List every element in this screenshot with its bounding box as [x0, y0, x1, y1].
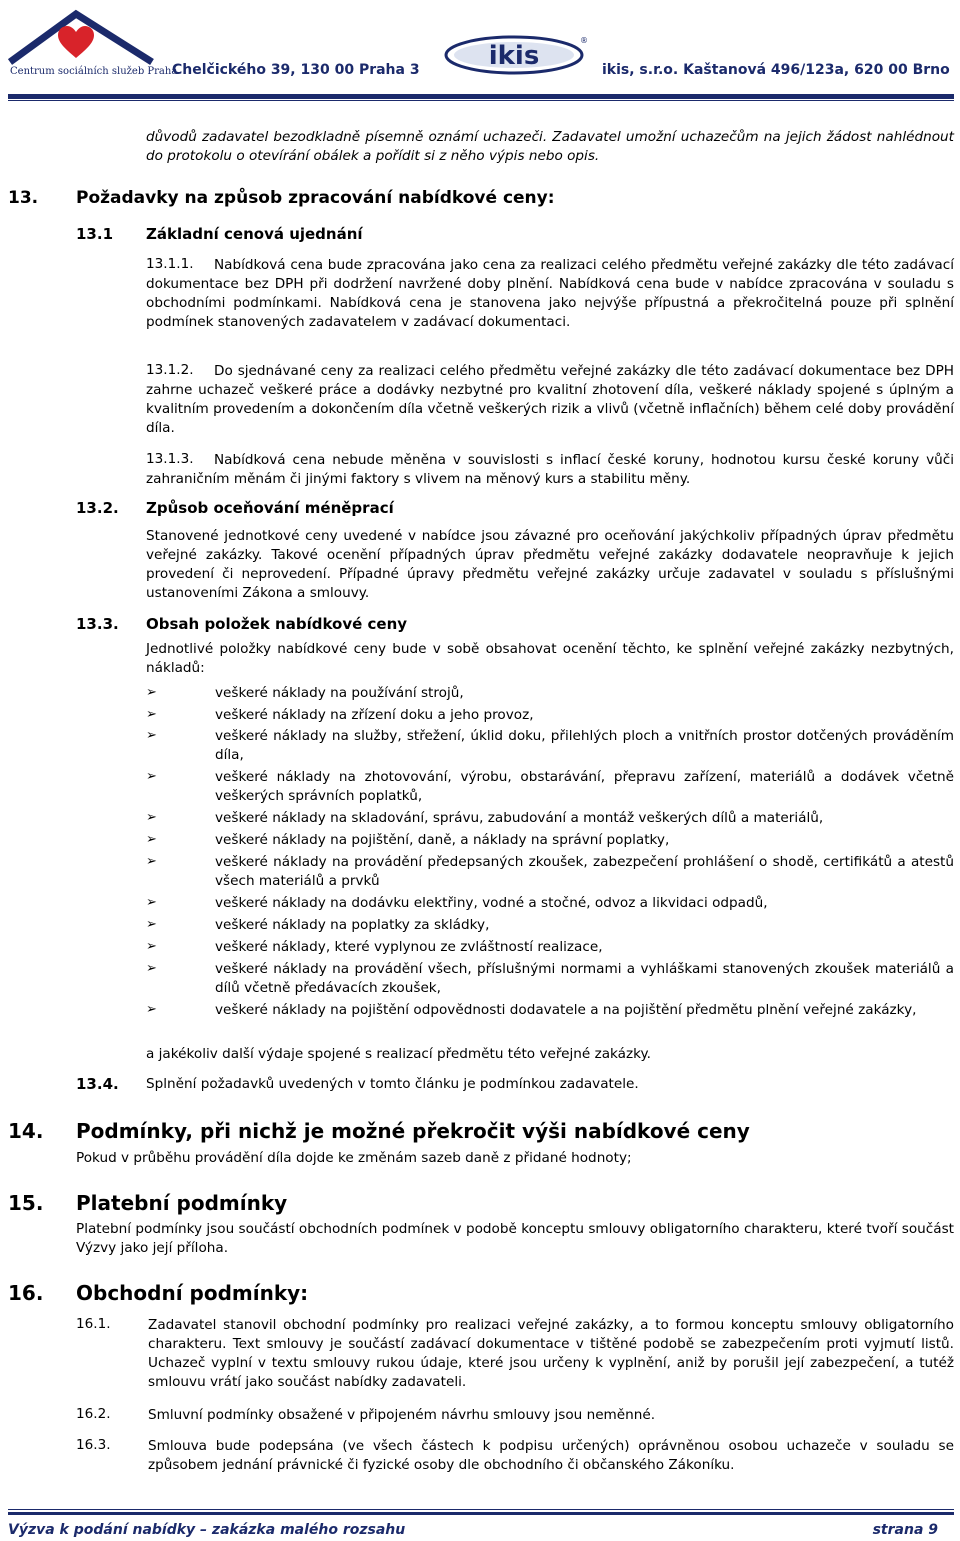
- section-13-4-number: 13.4.: [76, 1075, 119, 1093]
- section-13-title: Požadavky na způsob zpracování nabídkové ceny:: [76, 188, 555, 208]
- section-13-number: 13.: [8, 188, 39, 208]
- section-13-2-number: 13.2.: [76, 499, 119, 517]
- address-right: ikis, s.r.o. Kaštanová 496/123a, 620 00 Brno: [602, 62, 950, 78]
- arrow-bullet-icon: ➢: [146, 810, 157, 825]
- section-13-2-title: Způsob oceňování méněprací: [146, 499, 394, 517]
- header-divider-thin: [8, 100, 954, 101]
- arrow-bullet-icon: ➢: [146, 1002, 157, 1017]
- list-item: veškeré náklady na zřízení doku a jeho provoz,: [215, 707, 534, 723]
- address-left: Chelčického 39, 130 00 Praha 3: [172, 62, 420, 78]
- section-13-3-intro: Jednotlivé položky nabídkové ceny bude v sobě obsahovat ocenění těchto, ke splnění veřejné zakázky nezbytných, nákladů:: [146, 641, 954, 676]
- ikis-logo-text: ikis: [488, 41, 540, 71]
- para-13-1-1-body: Nabídková cena bude zpracována jako cena za realizaci celého předmětu veřejné zakázky dle této zadávací dokumentace bez DPH při dodržení navržené doby plnění. Nabídková cena bude v nabídce zpracována v souladu s obchodními podmínkami. Nabídková cena je stanovena jako nejvýše přípustná a překročitelná pouze při splnění podmínek stanovených zadavatelem v zadávací dokumentaci.: [146, 257, 954, 330]
- section-14-title: Podmínky, při nichž je možné překročit výši nabídkové ceny: [76, 1119, 750, 1143]
- section-15-number: 15.: [8, 1191, 44, 1215]
- list-item: veškeré náklady na skladování, správu, zabudování a montáž veškerých dílů a materiálů,: [215, 810, 824, 826]
- section-16-number: 16.: [8, 1281, 44, 1305]
- section-14-number: 14.: [8, 1119, 44, 1143]
- list-item: veškeré náklady na pojištění, daně, a náklady na správní poplatky,: [215, 832, 670, 848]
- para-13-1-3-text: Nabídková cena nebude měněna v souvislosti s inflací české koruny, hodnotou kursu české koruny vůči zahraničním měnám či jinými faktory s vlivem na měnový kurs a stabilitu měny.: [146, 452, 954, 487]
- para-16-3-text: Smlouva bude podepsána (ve všech částech k podpisu určených) oprávněnou osobou uchazeče v souladu se způsobem jednání právnické či fyzické osoby dle obchodního či občanského Zákoníku.: [148, 1438, 954, 1473]
- section-16-title: Obchodní podmínky:: [76, 1281, 309, 1305]
- arrow-bullet-icon: ➢: [146, 917, 157, 932]
- list-item: veškeré náklady na provádění všech, příslušnými normami a vyhláškami stanovených zkoušek materiálů a dílů včetně předávacích zkoušek,: [215, 961, 954, 996]
- arrow-bullet-icon: ➢: [146, 939, 157, 954]
- arrow-bullet-icon: ➢: [146, 961, 157, 976]
- logo-caption: Centrum sociálních služeb Praha: [10, 66, 178, 77]
- arrow-bullet-icon: ➢: [146, 707, 157, 722]
- para-16-2-text: Smluvní podmínky obsažené v připojeném návrhu smlouvy jsou neměnné.: [148, 1407, 656, 1423]
- section-13-3-outro: a jakékoliv další výdaje spojené s realizací předmětu této veřejné zakázky.: [146, 1046, 651, 1062]
- para-16-3-number: 16.3.: [76, 1437, 111, 1453]
- arrow-bullet-icon: ➢: [146, 769, 157, 784]
- list-item: veškeré náklady na provádění předepsaných zkoušek, zabezpečení prohlášení o shodě, certifikátů a atestů všech materiálů a prvků: [215, 854, 954, 889]
- footer-divider-thick: [8, 1512, 954, 1515]
- ikis-logo: [444, 33, 586, 75]
- arrow-bullet-icon: ➢: [146, 854, 157, 869]
- para-16-1-text: Zadavatel stanovil obchodní podmínky pro realizaci veřejné zakázky, a to formou konceptu smlouvy obligatorního charakteru. Text smlouvy je součástí zadávací dokumentace v tištěné podobě se zabezpečením proti vyjmutí listů. Uchazeč vyplní v textu smlouvy rukou údaje, které jsou určeny k vyplnění, aniž by porušil její zabezpečení, a tutéž smlouvu vrátí jako součást nabídky zadavateli.: [148, 1317, 954, 1390]
- page-header: [0, 0, 960, 100]
- para-13-1-2-number: 13.1.2.: [146, 362, 194, 378]
- section-15-title: Platební podmínky: [76, 1191, 288, 1215]
- header-divider: [8, 94, 954, 99]
- para-13-1-1-text: [146, 256, 954, 332]
- css-praha-logo: [6, 8, 178, 86]
- list-item: veškeré náklady na pojištění odpovědnosti dodavatele a na pojištění předmětu plnění veřejné zakázky,: [215, 1002, 917, 1018]
- list-item: veškeré náklady, které vyplynou ze zvláštností realizace,: [215, 939, 603, 955]
- arrow-bullet-icon: ➢: [146, 832, 157, 847]
- section-13-3-number: 13.3.: [76, 615, 119, 633]
- section-13-1-title: Základní cenová ujednání: [146, 225, 363, 243]
- para-13-1-1-number: 13.1.1.: [146, 256, 194, 272]
- list-item: veškeré náklady na dodávku elektřiny, vodné a stočné, odvoz a likvidaci odpadů,: [215, 895, 768, 911]
- section-13-2-text: Stanovené jednotkové ceny uvedené v nabídce jsou závazné pro oceňování jakýchkoliv případných úprav předmětu veřejné zakázky. Takové ocenění případných úprav předmětu veřejné zakázky dodavatele neopravňuje k jejich provedení či neprovedení. Případné úpravy předmětu veřejné zakázky určuje zadavatel v souladu s příslušnými ustanoveními Zákona a smlouvy.: [146, 528, 954, 601]
- para-13-1-2-text: Do sjednávané ceny za realizaci celého předmětu veřejné zakázky dle této zadávací dokumentace bez DPH zahrne uchazeč veškeré práce a dodávky nezbytné pro kvalitní zhotovení díla, veškeré náklady spojené s úplným a kvalitním provedením a dokončením díla včetně veškerých rizik a vlivů (včetně inflačních) během celé doby provádění díla.: [146, 363, 954, 436]
- page-number: strana 9: [872, 1522, 938, 1538]
- footer-divider: [8, 1509, 954, 1510]
- list-item: veškeré náklady na služby, střežení, úklid doku, přilehlých ploch a vnitřních prostor dotčených prováděním díla,: [215, 728, 954, 763]
- arrow-bullet-icon: ➢: [146, 728, 157, 743]
- list-item: veškeré náklady na zhotovování, výrobu, obstarávání, přepravu zařízení, materiálů a dodávek včetně veškerých správních poplatků,: [215, 769, 954, 804]
- intro-paragraph: důvodů zadavatel bezodkladně písemně oznámí uchazeči. Zadavatel umožní uchazečům na jejich žádost nahlédnout do protokolu o otevírání obálek a pořídit si z něho výpis nebo opis.: [146, 129, 954, 164]
- list-item: veškeré náklady na poplatky za skládky,: [215, 917, 490, 933]
- para-16-1-number: 16.1.: [76, 1316, 111, 1332]
- para-16-2-number: 16.2.: [76, 1406, 111, 1422]
- section-14-text: Pokud v průběhu provádění díla dojde ke změnám sazeb daně z přidané hodnoty;: [76, 1150, 632, 1166]
- section-13-1-number: 13.1: [76, 225, 114, 243]
- section-15-text: Platební podmínky jsou součástí obchodních podmínek v podobě konceptu smlouvy obligatorního charakteru, které tvoří součást Výzvy jako její příloha.: [76, 1221, 954, 1256]
- arrow-bullet-icon: ➢: [146, 895, 157, 910]
- section-13-3-title: Obsah položek nabídkové ceny: [146, 615, 408, 633]
- list-item: veškeré náklady na používání strojů,: [215, 685, 464, 701]
- house-heart-icon: [6, 8, 156, 66]
- arrow-bullet-icon: ➢: [146, 685, 157, 700]
- footer-title: Výzva k podání nabídky – zakázka malého rozsahu: [8, 1522, 406, 1538]
- para-13-1-3-number: 13.1.3.: [146, 451, 194, 467]
- section-13-4-text: Splnění požadavků uvedených v tomto článku je podmínkou zadavatele.: [146, 1076, 639, 1092]
- svg-text:®: ®: [580, 36, 588, 45]
